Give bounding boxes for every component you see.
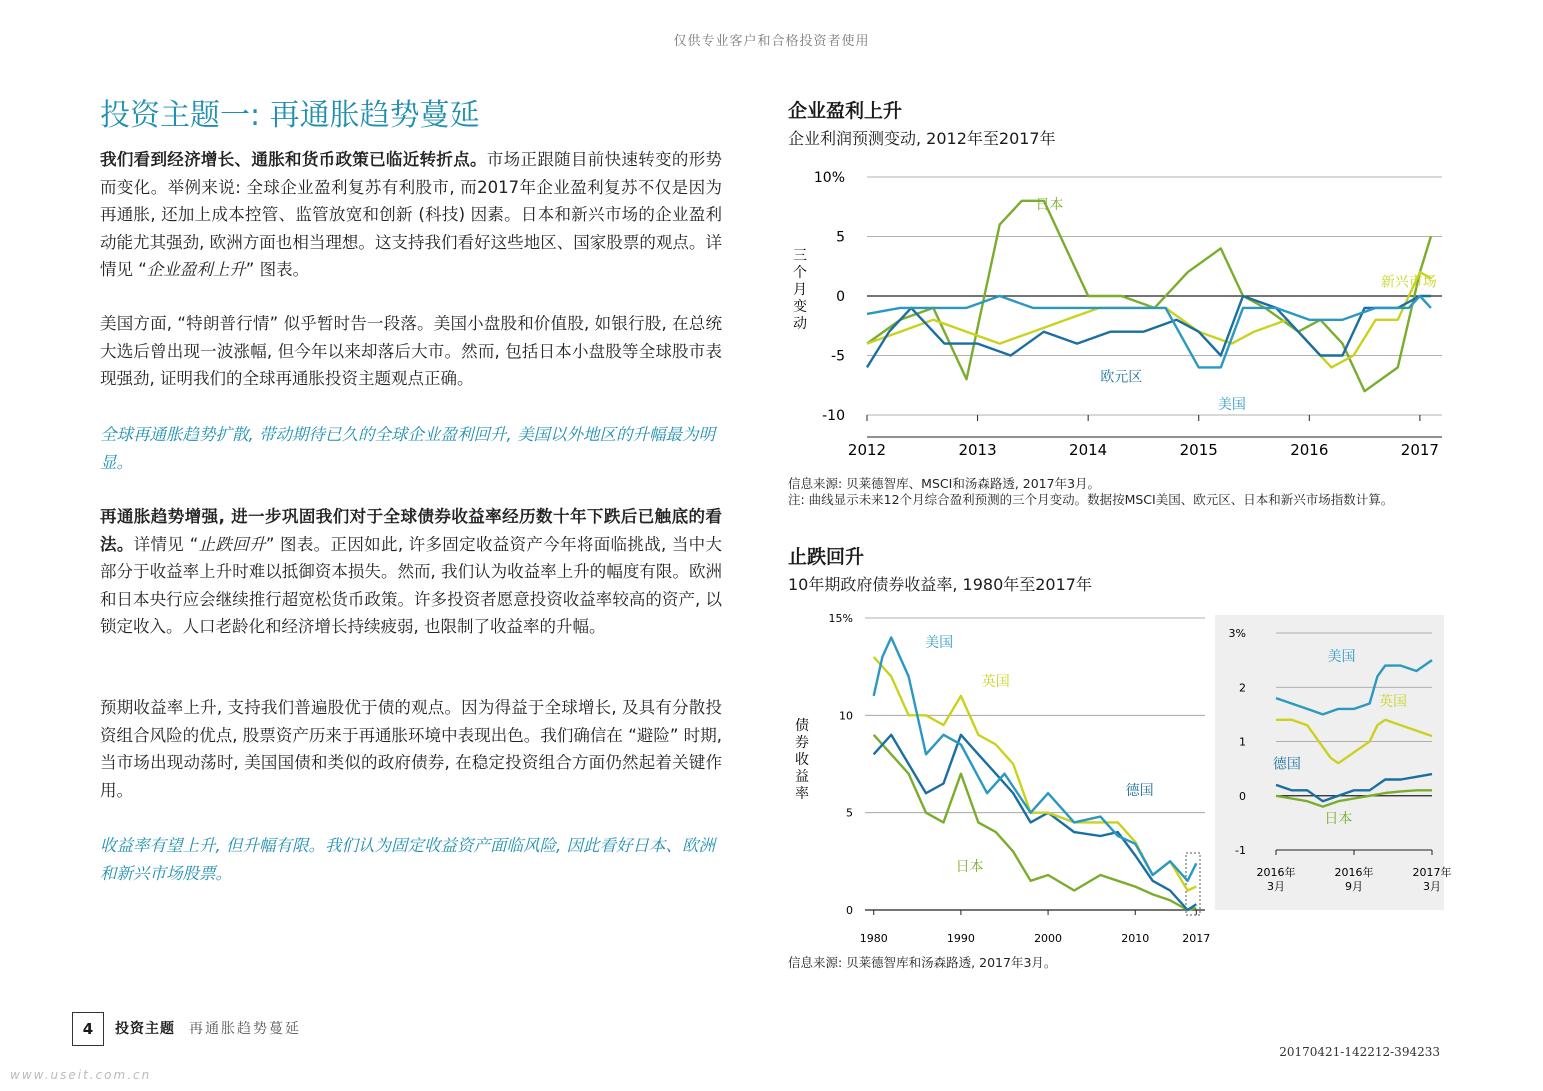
series-label: 德国 [1125, 783, 1154, 800]
y-tick-label: -10 [822, 408, 845, 424]
footer-label [115, 1018, 301, 1038]
inset-series-label: 日本 [1324, 810, 1353, 827]
paragraph-2: 美国方面, “特朗普行情” 似乎暂时告一段落。美国小盘股和价值股, 如银行股, 在总统大选后曾出现一波涨幅, 但今年以来却落后大市。然而, 包括日本小盘股等全球股市表现强劲, 证明我们的全球再通胀投资主题观点正确。 [100, 314, 722, 388]
watermark: www.useit.com.cn [10, 1068, 152, 1082]
series-label: 英国 [981, 674, 1010, 691]
series-label: 美国 [1217, 397, 1246, 414]
x-tick-label: 2013 [958, 441, 997, 459]
y-tick-label: 3% [1228, 627, 1246, 640]
paragraph-1 [100, 146, 722, 284]
y-axis-label: 益 [795, 769, 809, 785]
y-axis-label: 率 [795, 786, 809, 802]
y-tick-label: 0 [836, 289, 845, 305]
y-axis-label: 动 [793, 316, 807, 332]
y-tick-label: 10 [839, 709, 853, 723]
y-tick-label: -5 [831, 348, 845, 365]
x-tick-label: 2014 [1069, 441, 1108, 459]
inset-series-label: 德国 [1272, 756, 1301, 773]
x-tick-label: 2012 [847, 441, 887, 459]
chart1-note: 注: 曲线显示未来12个月综合盈利预测的三个月变动。数据按MSCI美国、欧元区、日本和新兴市场指数计算。 [788, 492, 1394, 507]
page-header: 仅供专业客户和合格投资者使用 [673, 34, 870, 49]
y-axis-label: 个 [793, 265, 807, 281]
chart2-subtitle: 10年期政府债券收益率, 1980年至2017年 [788, 575, 1092, 594]
footer-section: 投资主题 [115, 1021, 175, 1037]
p1-chart-ref[interactable]: 企业盈利上升 [146, 260, 246, 279]
series-label: 日本 [1035, 197, 1064, 214]
y-tick-label: -1 [1235, 844, 1246, 857]
y-tick-label: 5 [846, 806, 853, 820]
inset-series-label: 美国 [1327, 649, 1356, 666]
series-label: 美国 [925, 635, 954, 652]
paragraph-3 [100, 503, 722, 641]
series-label: 欧元区 [1100, 369, 1143, 386]
y-axis-label: 收 [795, 752, 809, 768]
paragraph-4: 预期收益率上升, 支持我们普遍股优于债的观点。因为得益于全球增长, 及具有分散投资组合风险的优点, 股票资产历来于再通胀环境中表现出色。我们确信在 “避险” 时期, 当市场出现动荡时, 美国国债和类似的政府债券, 在稳定投资组合方面仍然起着关键作用。 [100, 698, 722, 800]
chart2-source: 信息来源: 贝莱德智库和汤森路透, 2017年3月。 [788, 955, 1057, 970]
x-tick-label: 2017 [1400, 441, 1439, 459]
page-title: 投资主题一: 再通胀趋势蔓延 [100, 98, 480, 133]
p3-pre: 详情见 “ [133, 534, 199, 554]
p3-lead: 再通胀趋势增强, 进一步巩固我们对于全球债券收益率经历数十年下跌后已触底的看法。 [100, 507, 722, 554]
inset-series-label: 英国 [1379, 694, 1407, 711]
y-tick-label: 1 [1239, 735, 1246, 749]
y-axis-label: 月 [793, 282, 807, 298]
series-line-美国 [867, 296, 1431, 367]
chart1-title: 企业盈利上升 [788, 100, 903, 122]
chart2-svg [780, 600, 1460, 950]
series-line-英国 [874, 657, 1197, 891]
y-tick-label: 2 [1239, 681, 1246, 695]
x-tick-label: 1990 [946, 932, 975, 945]
series-line-德国 [874, 735, 1197, 910]
x-tick-label: 3月 [1267, 880, 1285, 893]
page-number: 4 [72, 1012, 104, 1046]
x-tick-label: 3月 [1423, 880, 1441, 893]
y-axis-label: 三 [793, 248, 807, 264]
pull-quote-1: 全球再通胀趋势扩散, 带动期待已久的全球企业盈利回升, 美国以外地区的升幅最为明显。 [100, 425, 715, 472]
p1-lead: 我们看到经济增长、通胀和货币政策已临近转折点。 [100, 150, 487, 169]
p3-body: ” 图表。正因如此, 许多固定收益资产今年将面临挑战, 当中大部分于收益率上升时难以抵御资本损失。然而, 我们认为收益率上升的幅度有限。欧洲和日本央行应会继续推行超宽松货币政策。许多投资者愿意投资收益率较高的资产, 以锁定收入。人口老龄化和经济增长持续疲弱, 也限制了收益率的升幅。 [100, 534, 723, 636]
p1-tail: ” 图表。 [245, 260, 310, 279]
x-tick-label: 2015 [1179, 441, 1218, 459]
series-label: 新兴市场 [1380, 274, 1437, 291]
x-tick-label: 2016 [1290, 441, 1329, 459]
p3-chart-ref[interactable]: 止跌回升 [198, 534, 266, 554]
document-id: 20170421-142212-394233 [1279, 1045, 1440, 1059]
x-tick-label: 1980 [859, 932, 888, 945]
y-tick-label: 0 [846, 904, 853, 917]
y-axis-label: 券 [795, 735, 809, 751]
chart1-source: 信息来源: 贝莱德智库、MSCI和汤森路透, 2017年3月。 [788, 476, 1101, 491]
p1-body: 市场正跟随目前快速转变的形势而变化。举例来说: 全球企业盈利复苏有利股市, 而2017年企业盈利复苏不仅是因为再通胀, 还加上成本控管、监管放宽和创新 (科技) 因素。日本和新兴市场的企业盈利动能尤其强劲, 欧洲方面也相当理想。这支持我们看好这些地区、国家股票的观点。详情见 “ [100, 150, 723, 279]
series-line-日本 [874, 735, 1197, 910]
x-tick-label: 2000 [1034, 932, 1063, 945]
y-axis-label: 变 [793, 299, 807, 315]
y-tick-label: 5 [836, 229, 845, 246]
footer-topic: 再通胀趋势蔓延 [189, 1021, 301, 1037]
series-label: 日本 [955, 859, 984, 876]
y-tick-label: 0 [1239, 789, 1246, 803]
pull-quote-2: 收益率有望上升, 但升幅有限。我们认为固定收益资产面临风险, 因此看好日本、欧洲和新兴市场股票。 [100, 836, 715, 883]
x-tick-label: 9月 [1345, 880, 1363, 893]
x-tick-label: 2016年 [1256, 866, 1296, 879]
chart2-title: 止跌回升 [788, 546, 865, 568]
chart1-svg [780, 155, 1460, 470]
y-tick-label: 15% [828, 612, 853, 625]
y-axis-label: 债 [795, 718, 809, 734]
y-tick-label: 10% [813, 170, 845, 186]
x-tick-label: 2010 [1121, 932, 1150, 945]
x-tick-label: 2017 [1182, 932, 1211, 945]
x-tick-label: 2017年 [1412, 866, 1452, 879]
series-line-美国 [874, 638, 1197, 881]
x-tick-label: 2016年 [1334, 866, 1374, 879]
chart1-subtitle: 企业利润预测变动, 2012年至2017年 [788, 129, 1056, 148]
